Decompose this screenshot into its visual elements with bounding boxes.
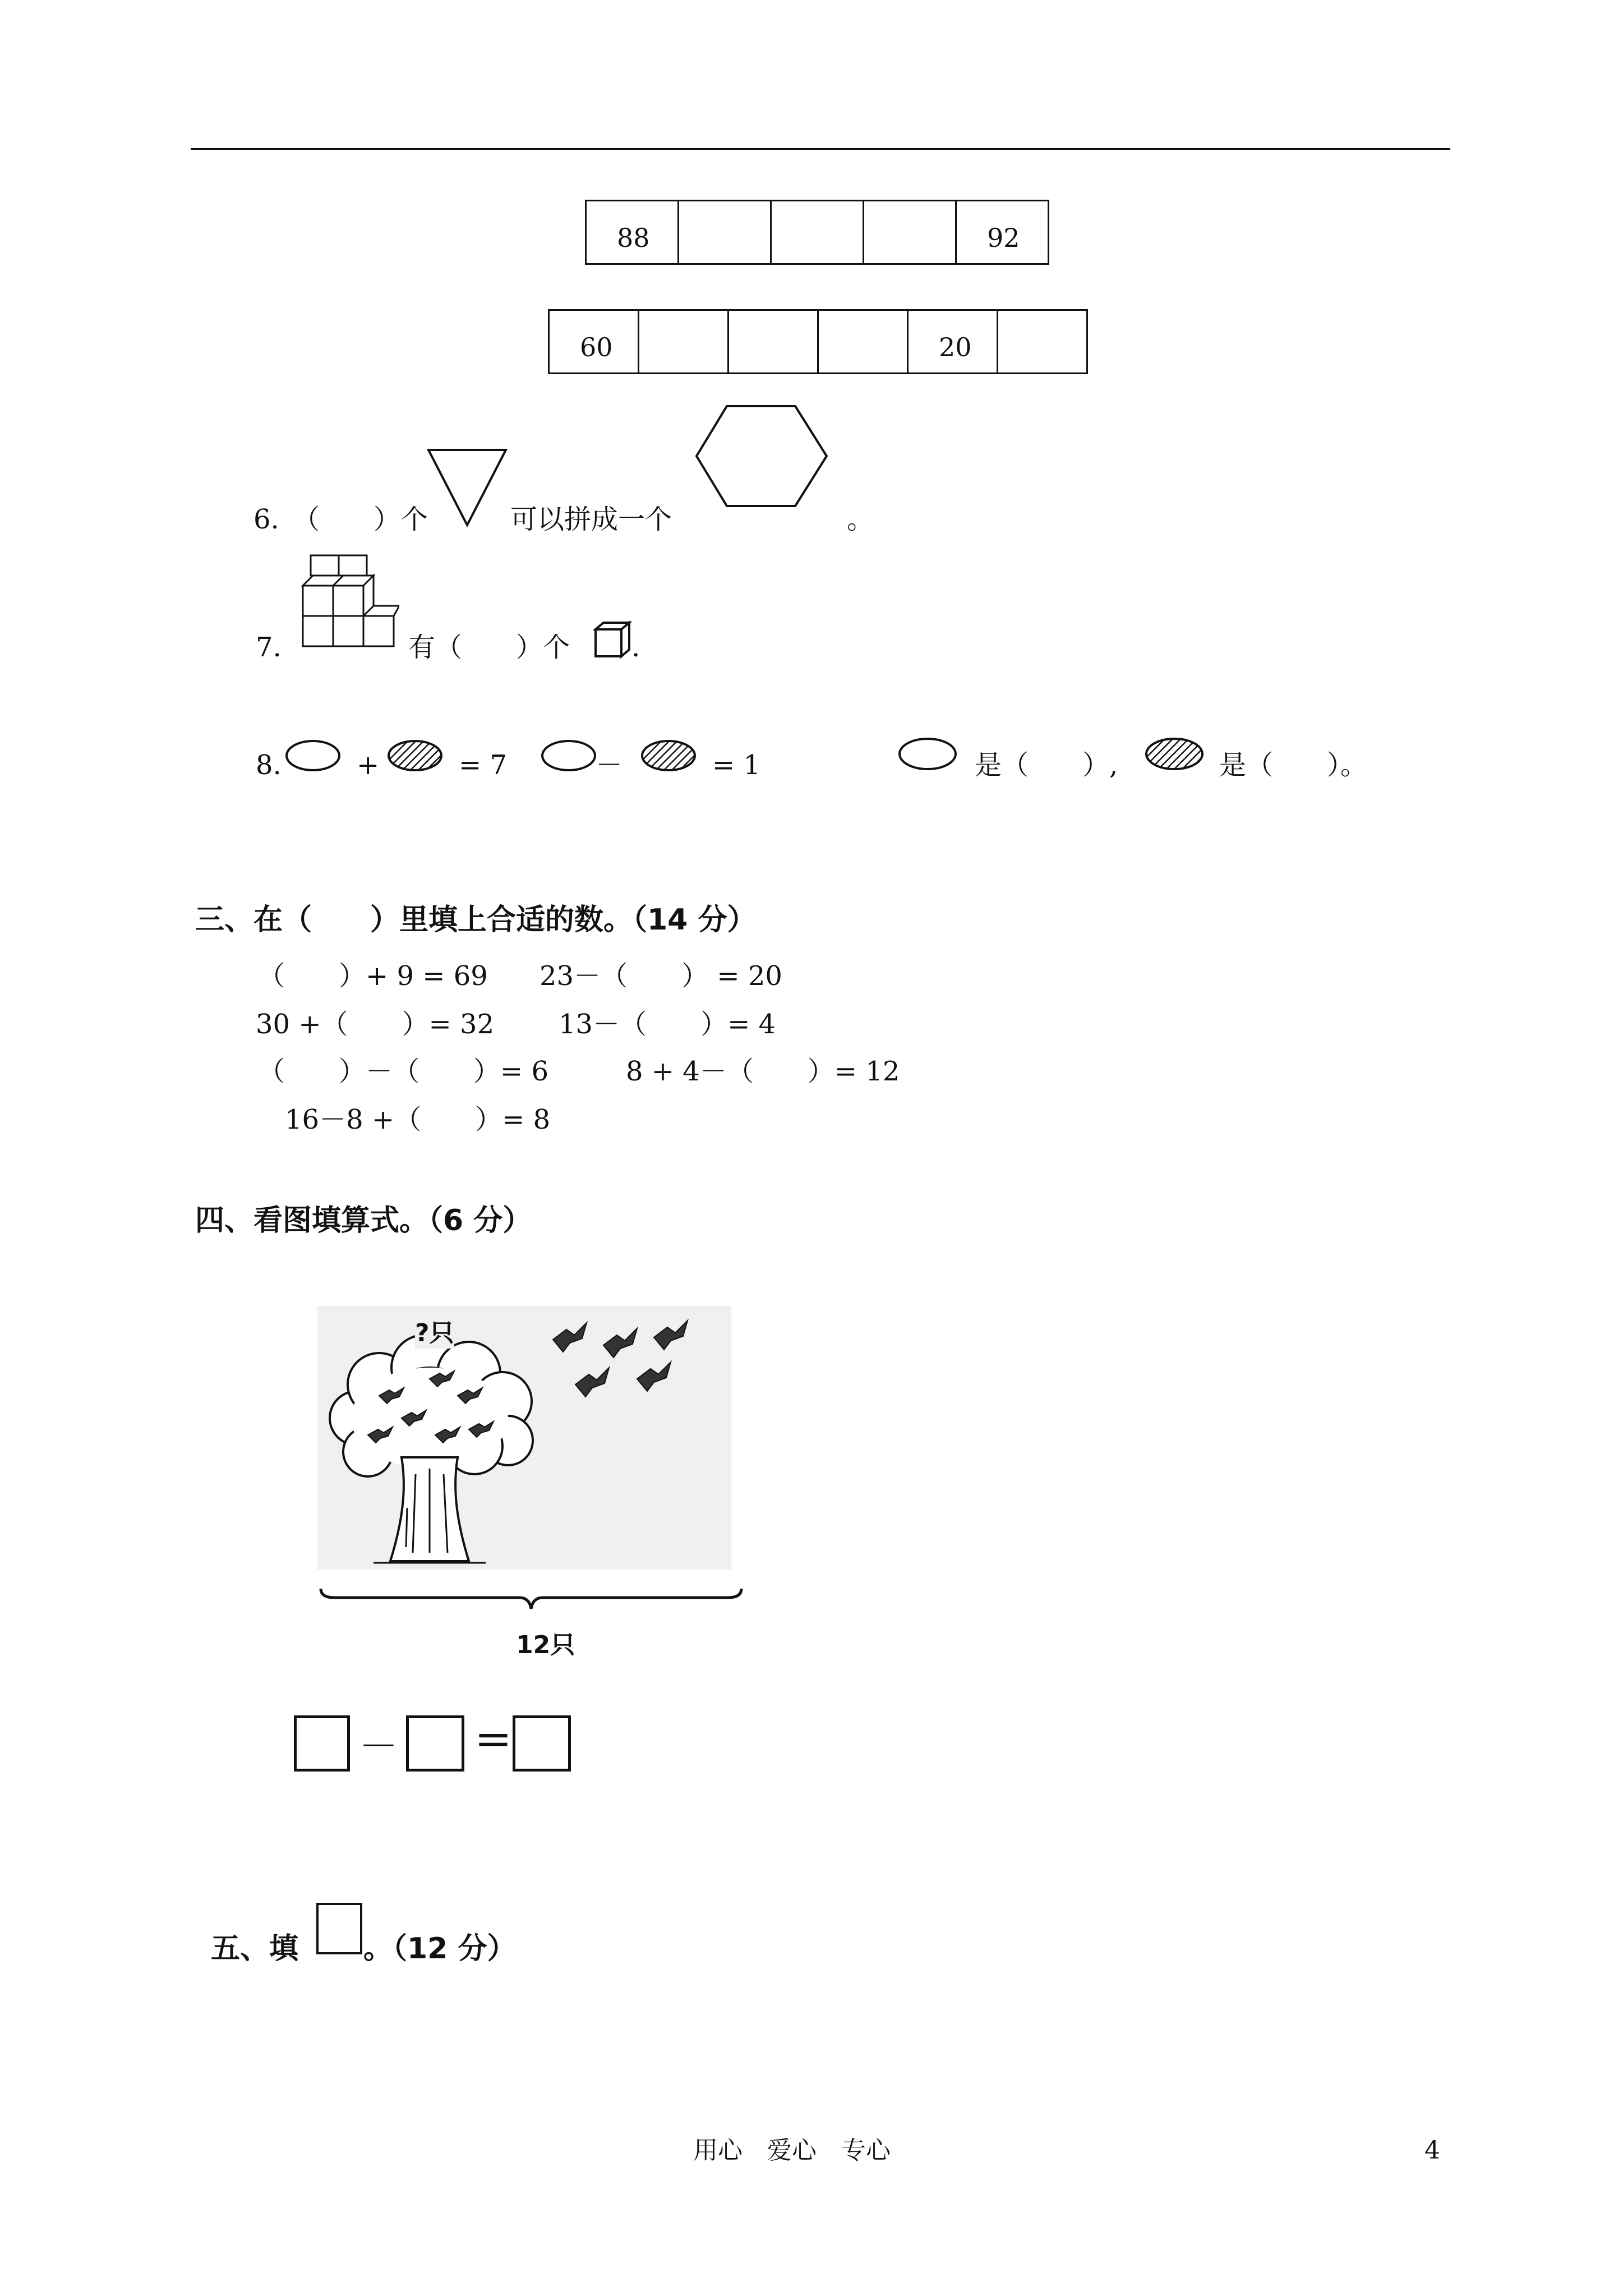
footer-slogan: 用心 爱心 专心	[693, 2136, 891, 2165]
sequence-cell[interactable]	[727, 309, 819, 374]
equation[interactable]: （ ）－（ ）= 6	[258, 1056, 549, 1087]
total-count-label: 12只	[516, 1631, 575, 1659]
hatched-oval-icon	[1143, 736, 1206, 772]
page-number: 4	[1424, 2136, 1440, 2165]
sequence-cell[interactable]	[997, 309, 1088, 374]
section-5-title-pre: 五、填	[211, 1932, 299, 1966]
minus-sign: －	[359, 1723, 398, 1769]
cube-stack-icon	[297, 554, 399, 650]
section-5-title-post: 。（12 分）	[363, 1932, 517, 1966]
q7-text[interactable]: 有（ ）个	[408, 632, 570, 663]
answer-box[interactable]	[513, 1715, 571, 1772]
equation[interactable]: 16－8 +（ ）= 8	[285, 1104, 551, 1135]
q8-eq2-result: = 1	[712, 749, 761, 781]
sequence-row-2	[550, 309, 1088, 374]
inverted-triangle-icon	[425, 447, 509, 530]
sequence-cell[interactable]	[677, 200, 772, 265]
sequence-cell[interactable]: 60	[548, 309, 639, 374]
equation[interactable]: 30 +（ ）= 32	[256, 1009, 495, 1040]
equation[interactable]: （ ）+ 9 = 69	[258, 960, 488, 992]
flying-birds-icon	[542, 1306, 731, 1418]
equation[interactable]: 23－（ ） = 20	[540, 960, 782, 992]
sequence-cell[interactable]	[817, 309, 909, 374]
white-oval-icon	[896, 736, 959, 772]
sequence-cell[interactable]: 20	[907, 309, 998, 374]
q8-number: 8.	[256, 749, 282, 781]
sequence-cell[interactable]	[770, 200, 864, 265]
q7-number: 7.	[256, 632, 282, 663]
q6-answer-paren[interactable]: （ ）	[293, 504, 401, 535]
white-oval-icon	[284, 738, 342, 773]
answer-box[interactable]	[406, 1715, 464, 1772]
section-4-title: 四、看图填算式。（6 分）	[195, 1204, 532, 1237]
q8-white-answer[interactable]: 是（ ）,	[975, 749, 1118, 781]
q6-end: 。	[847, 504, 874, 535]
hexagon-icon	[693, 402, 830, 510]
sequence-cell[interactable]: 88	[585, 200, 679, 265]
sequence-cell[interactable]: 92	[955, 200, 1049, 265]
section-3-title: 三、在（ ）里填上合适的数。（14 分）	[195, 903, 757, 937]
sequence-cell[interactable]	[638, 309, 729, 374]
hatched-oval-icon	[639, 738, 698, 773]
q6-text: 可以拼成一个	[510, 504, 672, 535]
fill-box-icon	[316, 1903, 362, 1954]
unknown-count-label: ?只	[415, 1313, 454, 1349]
equation[interactable]: 13－（ ）= 4	[559, 1009, 776, 1040]
answer-box[interactable]	[294, 1715, 350, 1772]
q8-minus: －	[596, 749, 623, 781]
hatched-oval-icon	[386, 738, 444, 773]
q8-eq1-result: = 7	[459, 749, 508, 781]
q6-ge: 个	[401, 504, 428, 535]
q8-shaded-answer[interactable]: 是（ ）。	[1219, 749, 1368, 781]
q8-plus: +	[357, 749, 380, 781]
cube-icon	[593, 620, 633, 659]
q6-number: 6.	[253, 504, 279, 535]
q7-end: .	[631, 632, 640, 663]
white-oval-icon	[540, 738, 598, 773]
header-rule	[191, 148, 1450, 150]
brace	[317, 1585, 745, 1613]
sequence-row-1	[587, 200, 1049, 265]
equals-sign: =	[474, 1713, 513, 1765]
sequence-cell[interactable]	[863, 200, 957, 265]
equation[interactable]: 8 + 4－（ ）= 12	[626, 1056, 900, 1087]
